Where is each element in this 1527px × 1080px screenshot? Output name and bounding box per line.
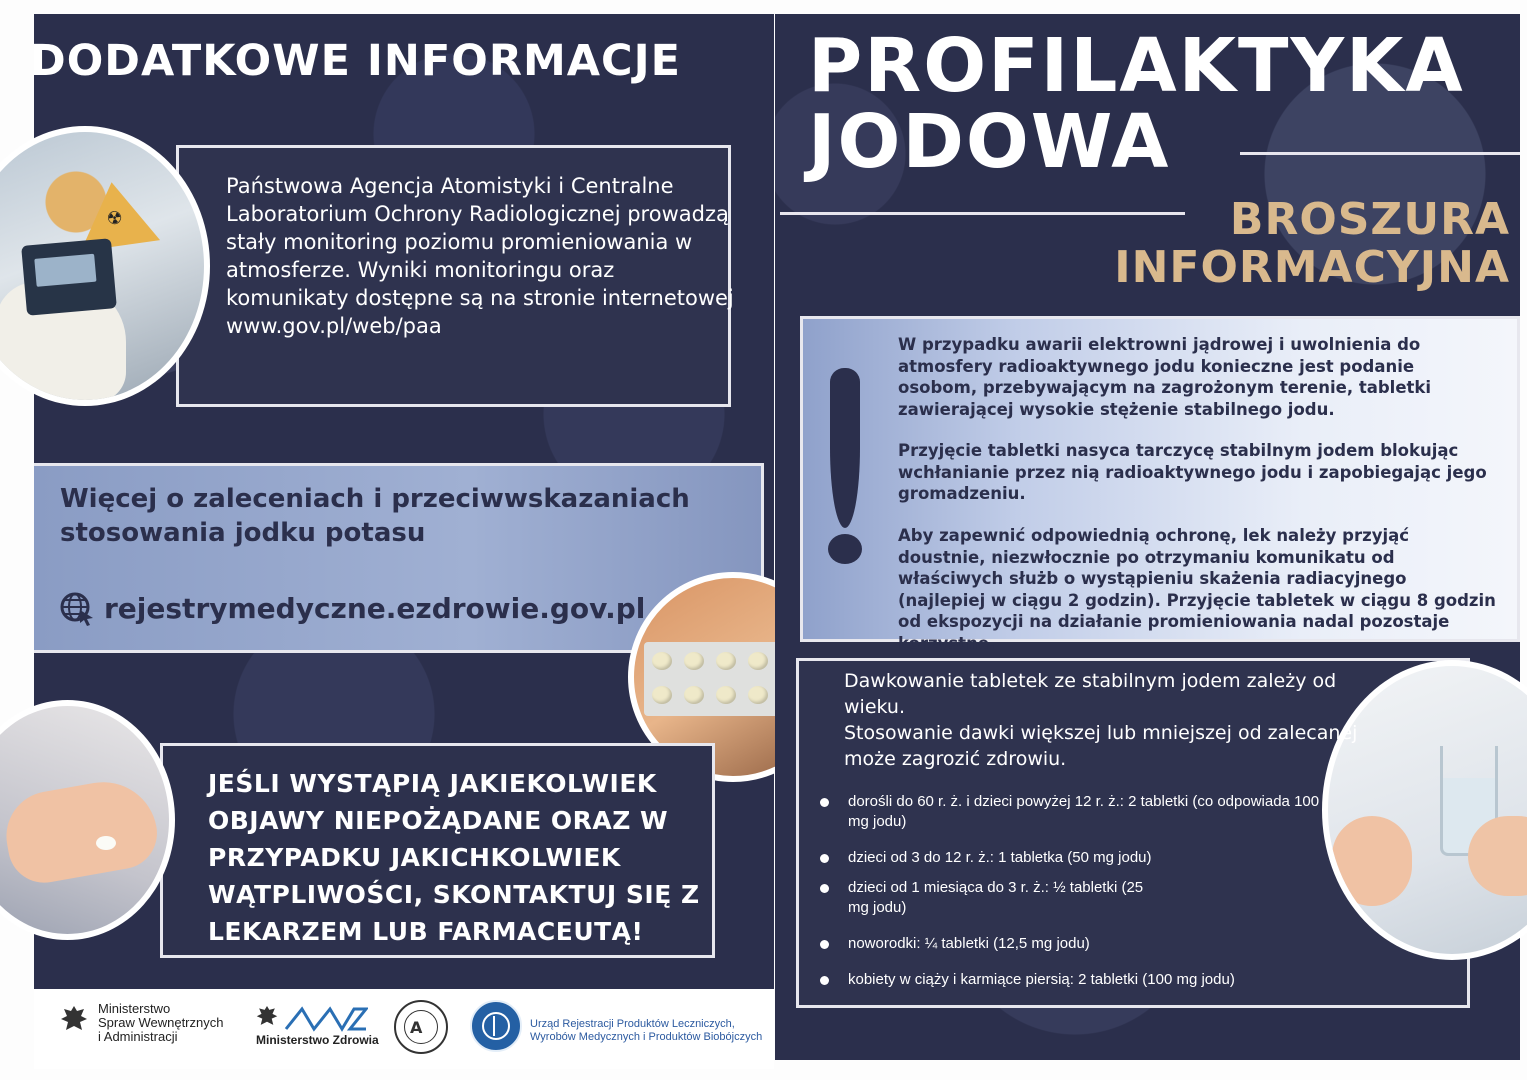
info-paragraph: Aby zapewnić odpowiednią ochronę, lek należy przyjąć doustnie, niezwłocznie po otrzymaniu komunikatu od właściwych służb o wystąpieniu skażenia radiacyjnego (najlepiej w ciągu 2 godzin). Przyjęcie tabletek w ciągu 8 godzin od ekspozycji na działanie promieniowania nadal pozostaje korzystne.: [898, 526, 1496, 653]
eagle-emblem-icon: [256, 1004, 278, 1030]
exclamation-dot: [828, 534, 862, 564]
urpl-label: Urząd Rejestracji Produktów Leczniczych, Wyrobów Medycznych i Produktów Biobójczych: [530, 1018, 763, 1043]
pill: [96, 836, 116, 850]
main-title-line1: PROFILAKTYKA: [808, 23, 1465, 109]
main-title: [808, 23, 1465, 185]
radiation-sign-icon: ☢: [72, 177, 160, 252]
info-paragraph: Przyjęcie tabletki nasyca tarczycę stabilnym jodem blokując wchłanianie przez nią radioaktywnego jodu i zapobiegając jego gromadzeniu.: [898, 441, 1487, 503]
eagle-emblem-icon: [60, 1004, 88, 1036]
geiger-device: [21, 238, 117, 316]
hand: [1332, 816, 1412, 906]
bullet: [820, 854, 829, 863]
mswia-label: Ministerstwo Spraw Wewnętrznych i Administracji: [98, 1001, 224, 1044]
recommendations-heading: Więcej o zaleceniach i przeciwwskazaniach stosowania jodku potasu: [60, 484, 690, 548]
warning-text: JEŚLI WYSTĄPIĄ JAKIEKOLWIEK OBJAWY NIEPOŻĄDANE ORAZ W PRZYPADKU JAKICHKOLWIEK WĄTPLIWOŚCI, SKONTAKTUJ SIĘ Z LEKARZEM LUB FARMACEUTĄ!: [208, 769, 700, 946]
bullet: [820, 884, 829, 893]
leaflet-page: DODATKOWE INFORMACJE ☢ Państwowa Agencja Atomistyki i Centralne Laboratorium Ochrony Radiologicznej prowadzą stały monitoring poziomu promieniowania w atmosferze. Wyniki monitoringu oraz komunikaty dostępne są na stronie internetowej www.gov.pl/web/paa Więcej o zaleceniach i przeciwwskazaniach stosowania jodku potasu rejestrymedyczne.ezdrowie.gov.pl JEŚLI WYSTĄPIĄ JAKIEKOLWIEK OBJAWY NIEPOŻĄDANE ORAZ W PRZYPADKU JAKICHKOLWIEK WĄTPLIWOŚCI, SKONTAKTUJ SIĘ Z LEKARZEM LUB FARMACEUTĄ! Ministerstwo Spraw Wewnętrznych i Administracji Ministerstwo Zdrowia A Urząd Rejestracji Produktów Leczniczych, Wyrobów Medycznych i Produktów Biobójczych PROFILAKTYKA JODOWA BROSZURA INFORMACYJNA W przypadku awarii elektrowni jądrowej i uwolnienia do atmosfery radioaktywnego jodu konieczne jest podanie osobom, przebywającym na zagrożonym terenie, tabletki zawierającej wysokie stężenie stabilnego jodu. Przyjęcie tabletki nasyca tarczycę stabilnym jodem blokując wchłanianie przez nią radioaktywnego jodu i zapobiegając jego gromadzeniu. Aby zapewnić odpowiednią ochronę, lek należy przyjąć doustnie, niezwłocznie po otrzymaniu komunikatu od właściwych służb o wystąpieniu skażenia radiacyjnego (najlepiej w ciągu 2 godzin). Przyjęcie tabletek w ciągu 8 godzin od ekspozycji na działanie promieniowania nadal pozostaje korzystne. Dawkowanie tabletek ze stabilnym jodem zależy od wieku. Stosowanie dawki większej lub mniejszej od zalecanej może zagrozić zdrowiu. dorośli do 60 r. ż. i dzieci powyżej 12 r. ż.: 2 tabletki (co odpowiada 100 mg jodu) dzieci od 3 do 12 r. ż.: 1 tabletka (50 mg jodu) dzieci od 1 miesiąca do 3 r. ż.: ½ tabletki (25 mg jodu) noworodki: ¼ tabletki (12,5 mg jodu) kobiety w ciąży i karmiące piersią: 2 tabletki (100 mg jodu): [0, 0, 1527, 1080]
registry-link[interactable]: rejestrymedyczne.ezdrowie.gov.pl: [104, 592, 646, 625]
bullet: [820, 940, 829, 949]
mz-label: Ministerstwo Zdrowia: [256, 1033, 379, 1047]
pharmacy-seal-icon: A: [394, 1000, 448, 1054]
info-paragraph: W przypadku awarii elektrowni jądrowej i uwolnienia do atmosfery radioaktywnego jodu konieczne jest podanie osobom, przebywającym na zagrożonym terenie, tabletki zawierającej wysokie stężenie stabilnego jodu.: [898, 335, 1432, 419]
blister-pack: [644, 642, 784, 716]
dosage-intro: [844, 668, 1364, 772]
main-title-line2: JODOWA: [808, 99, 1171, 185]
left-title: DODATKOWE INFORMACJE: [30, 36, 681, 86]
globe-cursor-icon: [60, 592, 94, 626]
dosage-intro-line2: Stosowanie dawki większej lub mniejszej od zalecanej może zagrozić zdrowiu.: [844, 722, 1358, 770]
dosage-intro-line1: Dawkowanie tabletek ze stabilnym jodem zależy od wieku.: [844, 670, 1337, 718]
subtitle-line1: BROSZURA: [1229, 194, 1510, 245]
mz-wave-logo-icon: [284, 1003, 368, 1033]
bullet: [820, 976, 829, 985]
atomic-agency-text: Państwowa Agencja Atomistyki i Centralne Laboratorium Ochrony Radiologicznej prowadzą stały monitoring poziomu promieniowania w atmosferze. Wyniki monitoringu oraz komunikaty dostępne są na stronie internetowej www.gov.pl/web/paa: [226, 174, 734, 338]
exclamation-icon: [830, 368, 860, 528]
subtitle-line2: INFORMACYJNA: [1114, 242, 1510, 293]
urpl-seal-icon: [470, 1000, 522, 1052]
hand: [0, 774, 163, 889]
bullet: [820, 798, 829, 807]
subtitle: [1080, 196, 1510, 292]
title-rule-top: [1240, 152, 1520, 155]
